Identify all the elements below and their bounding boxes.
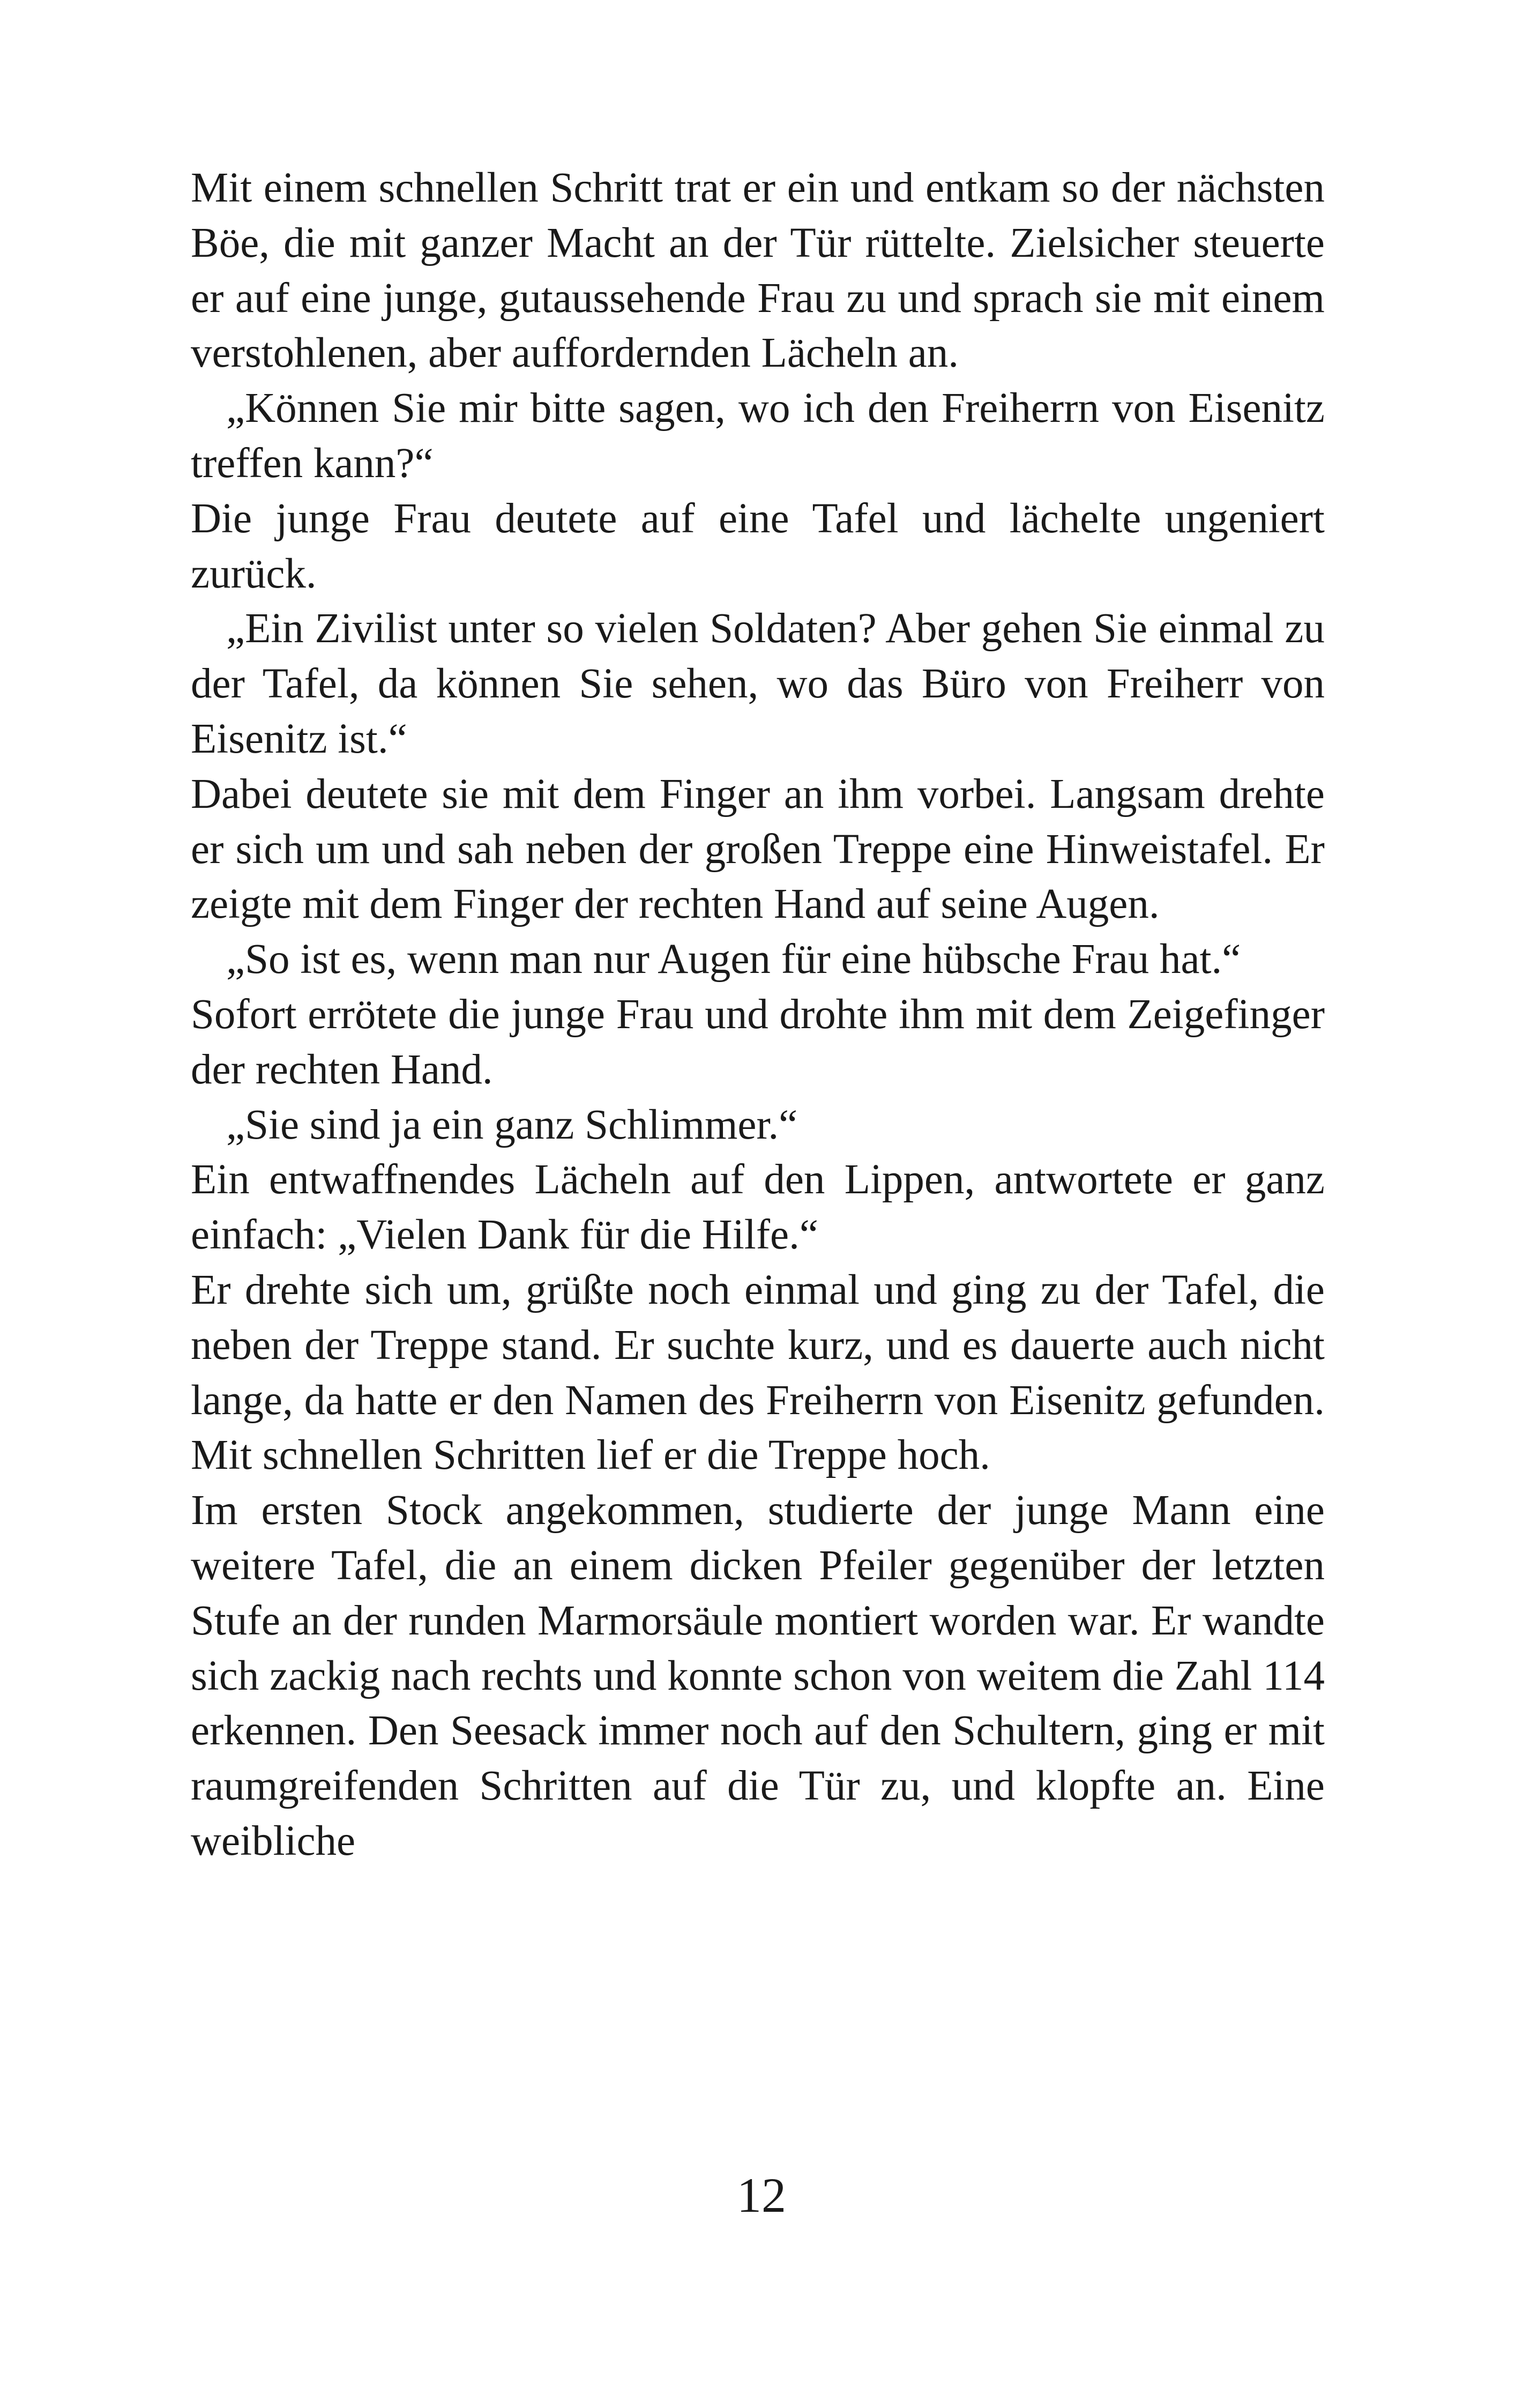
paragraph-continued: Im ersten Stock angekommen, studierte der junge Mann eine weitere Tafel, die an einem dicken Pfeiler gegenüber der letzten Stufe an der runden Marmorsäule montiert worden war. Er wandte sich zackig nach rechts und konnte schon von weitem die Zahl 114 erkennen. Den Seesack immer noch auf den Schultern, ging er mit raumgreifenden Schritten auf die Tür zu, und klopfte an. Eine weibliche — [191, 1487, 1325, 1864]
paragraph: Er drehte sich um, grüßte noch einmal und ging zu der Tafel, die neben der Treppe stand. Er suchte kurz, und es dauerte auch nicht lange, da hatte er den Namen des Freiherrn von Eisenitz gefunden. Mit schnellen Schritten lief er die Treppe hoch. — [191, 1266, 1325, 1479]
paragraph: Sofort errötete die junge Frau und drohte ihm mit dem Zeigefinger der rechten Hand. — [191, 991, 1325, 1093]
paragraph-dialogue: „Ein Zivilist unter so vielen Soldaten? Aber gehen Sie einmal zu der Tafel, da können Sie sehen, wo das Büro von Freiherr von Eisenitz ist.“ — [191, 605, 1325, 762]
paragraph: Mit einem schnellen Schritt trat er ein und entkam so der nächsten Böe, die mit ganzer Macht an der Tür rüttelte. Zielsicher steuerte er auf eine junge, gutaussehende Frau zu und sprach sie mit einem verstohlenen, aber auffordernden Lächeln an. — [191, 165, 1325, 377]
paragraph-dialogue: „So ist es, wenn man nur Augen für eine hübsche Frau hat.“ — [226, 936, 1241, 983]
paragraph: Dabei deutete sie mit dem Finger an ihm vorbei. Langsam drehte er sich um und sah neben der großen Treppe eine Hinweistafel. Er zeigte mit dem Finger der rechten Hand auf seine Augen. — [191, 770, 1325, 928]
paragraph: Ein entwaffnendes Lächeln auf den Lippen, antwortete er ganz einfach: „Vielen Dank für die Hilfe.“ — [191, 1156, 1325, 1259]
paragraph-dialogue: „Können Sie mir bitte sagen, wo ich den Freiherrn von Eisenitz treffen kann?“ — [191, 385, 1325, 487]
body-text — [191, 161, 1325, 1869]
paragraph-dialogue: „Sie sind ja ein ganz Schlimmer.“ — [226, 1101, 798, 1148]
page-number: 12 — [737, 2168, 786, 2223]
paragraph: Die junge Frau deutete auf eine Tafel und lächelte ungeniert zurück. — [191, 495, 1325, 597]
